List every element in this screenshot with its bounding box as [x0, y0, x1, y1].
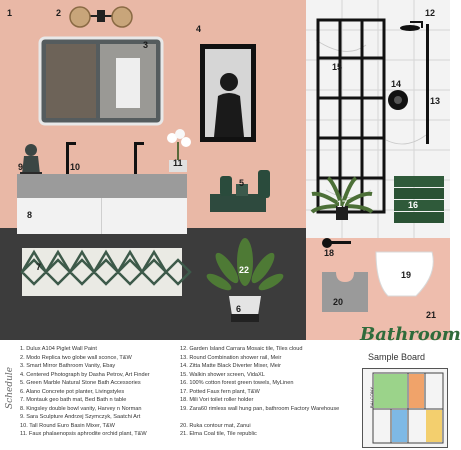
- item-number-5: 5: [239, 178, 245, 188]
- item-number-12: 12: [425, 8, 436, 18]
- item-number-16: 16: [408, 200, 419, 210]
- item-number-9: 9: [18, 162, 24, 172]
- item-number-3: 3: [143, 40, 149, 50]
- item-number-10: 10: [70, 162, 81, 172]
- schedule-item: 5. Green Marble Natural Stone Bath Accessories: [20, 380, 141, 386]
- schedule-list-left: [20, 346, 180, 446]
- schedule-item: 4. Centered Photograph by Dasha Petrov, Art Finder: [20, 371, 150, 378]
- item-number-22: 22: [239, 265, 250, 275]
- green-towels-image: [394, 176, 444, 224]
- schedule-item: 1. Dulux A104 Piglet Wall Paint: [20, 346, 97, 352]
- schedule-item: 12. Garden Island Carrara Mosaic tile, Tiles cloud: [180, 346, 303, 352]
- concrete-vanity-top-image: [17, 174, 187, 198]
- schedule-item: 19. Zara60 rimless wall hung pan, bathroom Factory Warehouse: [180, 405, 340, 412]
- geo-bath-mat-image: [22, 248, 182, 296]
- item-number-19: 19: [401, 270, 412, 280]
- item-number-21: 21: [426, 310, 437, 320]
- schedule-item: 10. Tall Round Euro Basin Mixer, T&W: [20, 422, 115, 429]
- floor-plan-label: BALCONY: [369, 386, 375, 409]
- board-title: Bathroom: [360, 324, 461, 345]
- schedule-item: 9. Sara Sculpture Andrzej Szymczyk, Saatchi Art: [20, 414, 141, 420]
- schedule-item: 16. 100% cotton forest green towels, MyLinen: [180, 380, 294, 386]
- item-number-2: 2: [56, 8, 62, 18]
- schedule-item: 20. Ruka contour mat, Zanui: [180, 422, 251, 429]
- vanity-cabinet-image: [17, 198, 187, 234]
- item-number-13: 13: [430, 96, 441, 106]
- contour-mat-image: [322, 272, 368, 312]
- schedule-item: 14. Zitta Matte Black Diverter Mixer, Meir: [180, 363, 282, 369]
- schedule-item: 3. Smart Mirror Bathroom Vanity, Ebay: [20, 363, 116, 369]
- schedule-item: 15. Walkin shower screen, VidaXL: [180, 371, 265, 378]
- schedule-list-right: [180, 346, 356, 446]
- item-number-6: 6: [236, 304, 242, 314]
- schedule-item: 17. Potted Faux fern plant, T&W: [180, 388, 260, 395]
- floor-plan-drawing: [363, 369, 447, 447]
- concrete-pot-plant-image: [205, 232, 285, 324]
- schedule-item: 2. Modo Replica two globe wall sconce, T&W: [20, 354, 132, 361]
- schedule-item: 8. Kingsley double bowl vanity, Harvey n Norman: [20, 405, 142, 412]
- schedule-item: 7. Montauk geo bath mat, Bed Bath n table: [20, 397, 127, 403]
- basin-mixer-right-image: [128, 140, 144, 176]
- item-number-18: 18: [324, 248, 335, 258]
- item-number-8: 8: [27, 210, 33, 220]
- schedule-item: 11. Faux phalaenopsis aphrodite orchid plant, T&W: [20, 431, 147, 437]
- item-number-1: 1: [7, 8, 13, 18]
- smart-mirror-image: [40, 38, 162, 124]
- schedule-item: 21. Elma Coal tile, Tile republic: [180, 431, 257, 437]
- diverter-mixer-image: [386, 88, 410, 112]
- item-number-7: 7: [36, 262, 42, 272]
- item-number-15: 15: [332, 62, 343, 72]
- two-globe-wall-sconce-image: [66, 2, 136, 32]
- schedule-item: 13. Round Combination shower rail, Meir: [180, 354, 282, 361]
- green-marble-accessories-image: [210, 168, 280, 214]
- shower-rail-image: [396, 18, 446, 148]
- framed-photograph-image: [200, 44, 256, 142]
- item-number-20: 20: [333, 297, 344, 307]
- schedule-label: Schedule: [5, 366, 15, 409]
- schedule-item: 18. Mili Vori toilet roller holder: [180, 397, 254, 403]
- schedule-item: 6. Alano Concrete pot planter, Livingstyles: [20, 388, 125, 395]
- item-number-11: 11: [173, 158, 183, 168]
- floor-plan: [362, 368, 448, 448]
- item-number-4: 4: [196, 24, 202, 34]
- item-number-17: 17: [337, 199, 348, 209]
- board-subtitle: Sample Board: [368, 352, 426, 362]
- item-number-14: 14: [391, 79, 402, 89]
